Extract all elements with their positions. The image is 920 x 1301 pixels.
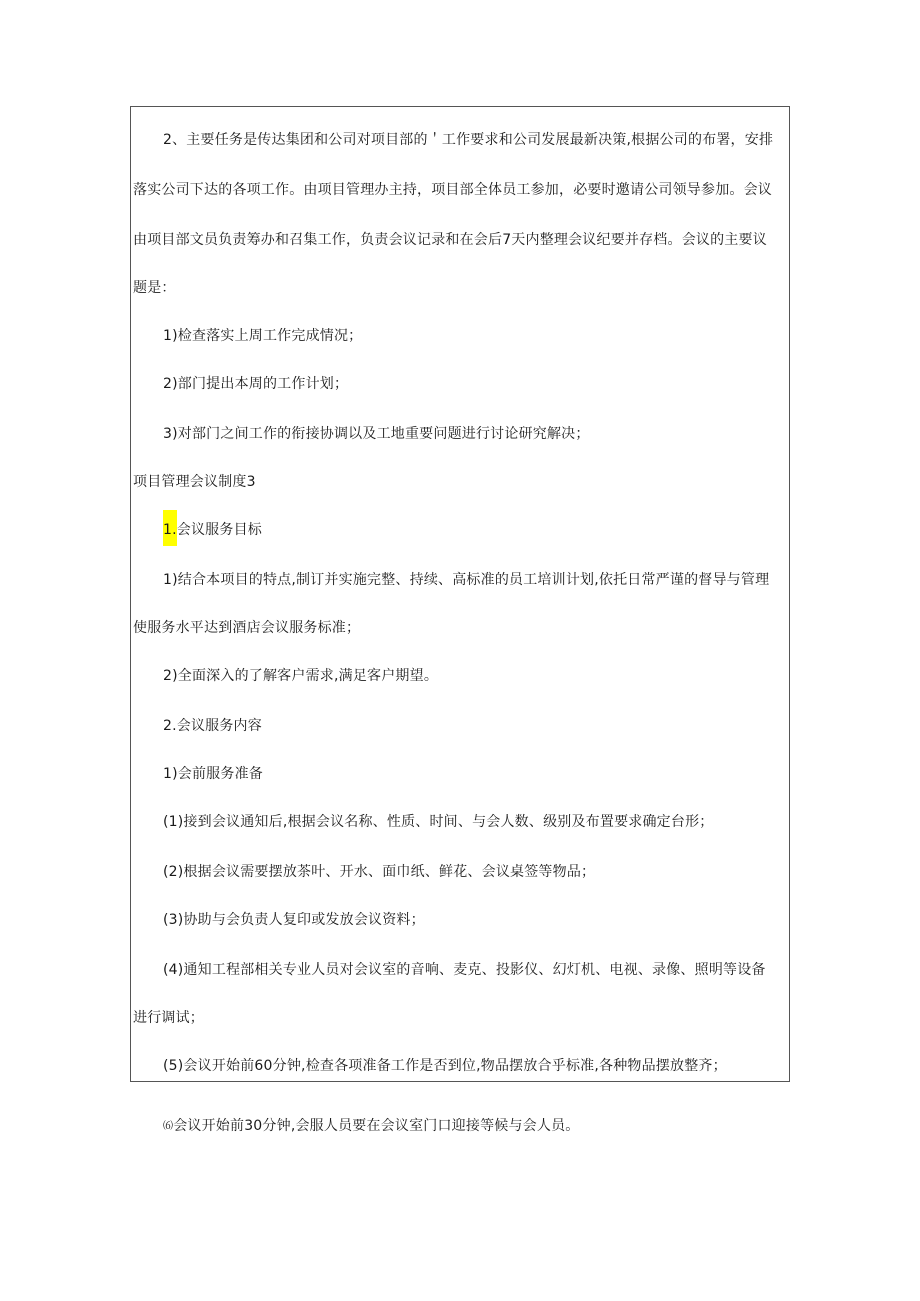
list-item: (2)根据会议需要摆放茶叶、开水、面巾纸、鲜花、会议桌签等物品； (163, 864, 596, 880)
paragraph-line: 题是： (133, 280, 176, 296)
paragraph-line: 落实公司下达的各项工作。由项目管理办主持，项目部全体员工参加，必要时邀请公司领导参加。会议 (133, 182, 772, 198)
highlighted-number: 1. (163, 510, 177, 546)
list-item: (5)会议开始前60分钟,检查各项准备工作是否到位,物品摆放合乎标准,各种物品摆放整齐； (163, 1058, 727, 1074)
paragraph-line: 使服务水平达到酒店会议服务标准； (133, 620, 361, 636)
list-text: 会议开始前30分钟,会服人员要在会议室门口迎接等候与会人员。 (173, 1118, 580, 1134)
list-item: 1)会前服务准备 (163, 766, 263, 782)
list-item: (1)接到会议通知后,根据会议名称、性质、时间、与会人数、级别及布置要求确定台形； (163, 814, 714, 830)
subsection-heading: 2.会议服务内容 (163, 718, 262, 734)
list-item: 3)对部门之间工作的衔接协调以及工地重要问题进行讨论研究解决； (163, 426, 590, 442)
list-item: 1)检查落实上周工作完成情况； (163, 328, 363, 344)
list-item: 1)结合本项目的特点,制订并实施完整、持续、高标准的员工培训计划,依托日常严谨的督导与管理 (163, 572, 770, 588)
list-item: (3)协助与会负责人复印或发放会议资料； (163, 912, 425, 928)
section-heading: 项目管理会议制度3 (133, 474, 256, 490)
list-item (163, 1116, 579, 1137)
list-number: ⑹ (163, 1121, 174, 1132)
paragraph-line: 由项目部文员负责筹办和召集工作，负责会议记录和在会后7天内整理会议纪要并存档。会议的主要议 (133, 232, 767, 248)
list-item: (4)通知工程部相关专业人员对会议室的音响、麦克、投影仪、幻灯机、电视、录像、照明等设备 (163, 962, 766, 978)
subsection-heading (163, 520, 262, 540)
paragraph-line: 2、主要任务是传达集团和公司对项目部的＇工作要求和公司发展最新决策,根据公司的布署，安排 (163, 132, 774, 148)
subsection-title: 会议服务目标 (176, 522, 262, 538)
list-item: 2)全面深入的了解客户需求,满足客户期望。 (163, 668, 439, 684)
list-item: 2)部门提出本周的工作计划； (163, 376, 349, 392)
content-frame (130, 106, 790, 1082)
paragraph-line: 进行调试； (133, 1010, 204, 1026)
